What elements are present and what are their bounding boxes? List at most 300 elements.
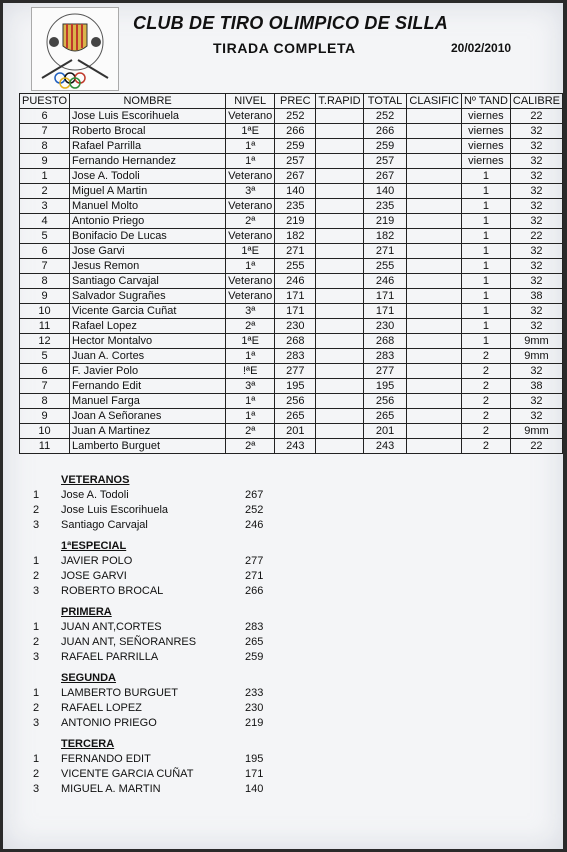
table-cell: viernes <box>461 139 510 154</box>
table-cell <box>316 394 363 409</box>
club-logo <box>31 7 119 91</box>
table-cell: 3ª <box>226 379 275 394</box>
column-header: CLASIFIC <box>407 94 462 109</box>
table-cell: 7 <box>20 379 70 394</box>
table-cell <box>316 349 363 364</box>
table-cell: 252 <box>363 109 407 124</box>
table-cell: Jose Garvi <box>70 244 226 259</box>
table-row <box>20 124 563 139</box>
shooter-name: Jose A. Todoli <box>61 489 129 501</box>
table-cell <box>316 334 363 349</box>
rank: 1 <box>33 687 40 699</box>
score: 230 <box>245 702 264 714</box>
table-cell: 2ª <box>226 424 275 439</box>
table-cell: 195 <box>363 379 407 394</box>
table-cell: 255 <box>363 259 407 274</box>
table-cell: 32 <box>510 364 562 379</box>
category-title: 1ªESPECIAL <box>61 540 127 552</box>
table-cell: 22 <box>510 229 562 244</box>
table-cell <box>407 169 462 184</box>
table-cell: 9mm <box>510 334 562 349</box>
table-cell: 140 <box>363 184 407 199</box>
score: 233 <box>245 687 264 699</box>
table-cell: 32 <box>510 244 562 259</box>
table-cell <box>316 409 363 424</box>
table-cell <box>407 409 462 424</box>
table-cell <box>316 184 363 199</box>
rank: 2 <box>33 702 40 714</box>
table-cell: 268 <box>275 334 316 349</box>
table-cell: 246 <box>363 274 407 289</box>
category-entry <box>33 503 264 518</box>
table-cell: 12 <box>20 334 70 349</box>
category-title: VETERANOS <box>61 474 130 486</box>
table-cell <box>316 154 363 169</box>
table-cell: 32 <box>510 169 562 184</box>
category-entry <box>33 635 264 650</box>
table-cell: 10 <box>20 304 70 319</box>
shooter-name: Jose Luis Escorihuela <box>61 504 169 516</box>
table-cell: 8 <box>20 274 70 289</box>
table-cell: 1ªE <box>226 244 275 259</box>
table-row <box>20 154 563 169</box>
table-cell: 283 <box>275 349 316 364</box>
table-cell: 2ª <box>226 319 275 334</box>
table-cell: 182 <box>363 229 407 244</box>
table-cell <box>316 169 363 184</box>
category-entry <box>33 767 264 782</box>
table-cell: 257 <box>275 154 316 169</box>
table-cell <box>316 214 363 229</box>
category-entry <box>33 620 264 635</box>
category-title: SEGUNDA <box>61 672 117 684</box>
table-row <box>20 169 563 184</box>
table-cell: 259 <box>275 139 316 154</box>
table-cell: 266 <box>275 124 316 139</box>
table-cell: 257 <box>363 154 407 169</box>
table-cell: 219 <box>363 214 407 229</box>
table-cell: 267 <box>275 169 316 184</box>
category-entry <box>33 701 264 716</box>
table-cell: 6 <box>20 109 70 124</box>
score: 195 <box>245 753 264 765</box>
table-cell: !ªE <box>226 364 275 379</box>
table-cell <box>407 394 462 409</box>
table-cell: Jose A. Todoli <box>70 169 226 184</box>
table-row <box>20 439 563 454</box>
table-cell: 32 <box>510 199 562 214</box>
table-cell <box>407 139 462 154</box>
rank: 2 <box>33 570 40 582</box>
table-cell: 7 <box>20 124 70 139</box>
club-emblem-icon <box>32 8 118 90</box>
results-sheet <box>3 3 563 849</box>
table-cell: 22 <box>510 439 562 454</box>
table-cell: 32 <box>510 259 562 274</box>
score: 246 <box>245 519 264 531</box>
table-cell: 8 <box>20 139 70 154</box>
category-entry <box>33 686 264 701</box>
table-cell: 38 <box>510 289 562 304</box>
table-cell <box>316 289 363 304</box>
table-cell: 256 <box>275 394 316 409</box>
table-cell: 32 <box>510 154 562 169</box>
column-header: NIVEL <box>226 94 275 109</box>
score: 219 <box>245 717 264 729</box>
table-cell: Jesus Remon <box>70 259 226 274</box>
table-cell: Veterano <box>226 169 275 184</box>
table-header-row <box>20 94 563 109</box>
table-cell: 252 <box>275 109 316 124</box>
table-cell: 1ª <box>226 349 275 364</box>
shooter-name: ROBERTO BROCAL <box>61 585 164 597</box>
table-cell: 38 <box>510 379 562 394</box>
table-cell: 1 <box>461 214 510 229</box>
table-cell: 32 <box>510 304 562 319</box>
table-cell: Veterano <box>226 199 275 214</box>
shooter-name: RAFAEL PARRILLA <box>61 651 159 663</box>
table-cell: 171 <box>363 289 407 304</box>
table-row <box>20 259 563 274</box>
table-cell: 201 <box>275 424 316 439</box>
table-cell: 1 <box>20 169 70 184</box>
table-cell: 3 <box>20 199 70 214</box>
table-cell <box>407 304 462 319</box>
table-row <box>20 274 563 289</box>
table-cell: 9 <box>20 154 70 169</box>
table-cell: Fernando Edit <box>70 379 226 394</box>
table-cell: 256 <box>363 394 407 409</box>
table-cell: 32 <box>510 394 562 409</box>
table-cell <box>407 184 462 199</box>
table-cell: 1 <box>461 229 510 244</box>
rank: 3 <box>33 651 40 663</box>
category-entry <box>33 554 264 569</box>
shooter-name: ANTONIO PRIEGO <box>61 717 157 729</box>
table-cell: 3ª <box>226 304 275 319</box>
table-cell: 1ª <box>226 259 275 274</box>
table-cell <box>407 229 462 244</box>
category-entry <box>33 752 264 767</box>
table-cell <box>407 154 462 169</box>
category-block <box>33 737 264 797</box>
table-cell: 1 <box>461 169 510 184</box>
table-cell: F. Javier Polo <box>70 364 226 379</box>
table-row <box>20 349 563 364</box>
table-cell: 1 <box>461 184 510 199</box>
shooter-name: JAVIER POLO <box>61 555 133 567</box>
table-cell: 8 <box>20 394 70 409</box>
table-cell <box>316 244 363 259</box>
table-cell: 32 <box>510 409 562 424</box>
table-cell <box>316 109 363 124</box>
table-cell <box>316 364 363 379</box>
shooter-name: JUAN ANT, SEÑORANRES <box>61 636 197 648</box>
table-cell: 235 <box>363 199 407 214</box>
table-row <box>20 409 563 424</box>
category-block <box>33 473 264 533</box>
category-entry <box>33 518 264 533</box>
table-cell <box>407 379 462 394</box>
table-cell <box>316 259 363 274</box>
table-cell: 243 <box>275 439 316 454</box>
table-cell: 5 <box>20 229 70 244</box>
table-row <box>20 109 563 124</box>
table-cell: 195 <box>275 379 316 394</box>
table-cell <box>316 229 363 244</box>
table-cell: 2ª <box>226 439 275 454</box>
score: 265 <box>245 636 264 648</box>
score: 171 <box>245 768 264 780</box>
category-entry <box>33 488 264 503</box>
score: 277 <box>245 555 264 567</box>
table-cell: Santiago Carvajal <box>70 274 226 289</box>
table-cell: 171 <box>275 304 316 319</box>
column-header: T.RAPID <box>316 94 363 109</box>
table-cell: Veterano <box>226 289 275 304</box>
table-cell: 2 <box>461 379 510 394</box>
table-cell: 1 <box>461 304 510 319</box>
table-cell: 283 <box>363 349 407 364</box>
table-cell: 2 <box>461 349 510 364</box>
table-cell: 1 <box>461 289 510 304</box>
table-cell <box>407 244 462 259</box>
table-cell: 32 <box>510 214 562 229</box>
table-cell: Joan A Señoranes <box>70 409 226 424</box>
table-cell: 22 <box>510 109 562 124</box>
shooter-name: MIGUEL A. MARTIN <box>61 783 161 795</box>
table-row <box>20 214 563 229</box>
rank: 2 <box>33 504 40 516</box>
table-cell: 2 <box>461 394 510 409</box>
table-cell: 32 <box>510 319 562 334</box>
table-cell: Hector Montalvo <box>70 334 226 349</box>
table-row <box>20 334 563 349</box>
table-cell <box>316 319 363 334</box>
table-cell: 1 <box>461 334 510 349</box>
shooter-name: LAMBERTO BURGUET <box>61 687 178 699</box>
table-cell: viernes <box>461 109 510 124</box>
category-title: TERCERA <box>61 738 115 750</box>
table-cell: 265 <box>363 409 407 424</box>
page-subtitle: TIRADA COMPLETA <box>213 40 356 56</box>
table-row <box>20 364 563 379</box>
table-cell: 277 <box>363 364 407 379</box>
column-header: TOTAL <box>363 94 407 109</box>
table-cell: 1 <box>461 199 510 214</box>
shooter-name: JUAN ANT,CORTES <box>61 621 162 633</box>
rank: 1 <box>33 555 40 567</box>
table-cell: 259 <box>363 139 407 154</box>
table-cell <box>316 274 363 289</box>
table-row <box>20 244 563 259</box>
rank: 3 <box>33 585 40 597</box>
table-cell: 2 <box>20 184 70 199</box>
table-cell: 2 <box>461 409 510 424</box>
table-cell: Veterano <box>226 229 275 244</box>
table-cell: 271 <box>275 244 316 259</box>
table-row <box>20 229 563 244</box>
page-title: CLUB DE TIRO OLIMPICO DE SILLA <box>133 13 448 33</box>
table-cell <box>407 274 462 289</box>
column-header: Nº TAND <box>461 94 510 109</box>
table-cell <box>316 439 363 454</box>
table-cell: 32 <box>510 124 562 139</box>
table-cell: 201 <box>363 424 407 439</box>
table-cell: Manuel Farga <box>70 394 226 409</box>
table-cell: viernes <box>461 154 510 169</box>
score: 259 <box>245 651 264 663</box>
table-cell: Veterano <box>226 274 275 289</box>
shooter-name: Santiago Carvajal <box>61 519 148 531</box>
table-cell: 1 <box>461 274 510 289</box>
table-row <box>20 139 563 154</box>
table-row <box>20 199 563 214</box>
table-cell <box>407 199 462 214</box>
table-cell: 9mm <box>510 349 562 364</box>
table-cell: Rafael Lopez <box>70 319 226 334</box>
table-cell: 6 <box>20 244 70 259</box>
table-cell: 1ªE <box>226 334 275 349</box>
table-cell: 4 <box>20 214 70 229</box>
table-cell: 267 <box>363 169 407 184</box>
table-cell: 266 <box>363 124 407 139</box>
table-cell: 32 <box>510 139 562 154</box>
score: 140 <box>245 783 264 795</box>
table-cell: 9mm <box>510 424 562 439</box>
rank: 1 <box>33 489 40 501</box>
shooter-name: VICENTE GARCIA CUÑAT <box>61 768 194 780</box>
table-cell: 7 <box>20 259 70 274</box>
rank: 3 <box>33 519 40 531</box>
table-cell <box>407 349 462 364</box>
score: 271 <box>245 570 264 582</box>
rank: 3 <box>33 717 40 729</box>
column-header: CALIBRE <box>510 94 562 109</box>
table-row <box>20 424 563 439</box>
table-cell: 268 <box>363 334 407 349</box>
score: 266 <box>245 585 264 597</box>
table-cell: Salvador Sugrañes <box>70 289 226 304</box>
table-cell <box>407 289 462 304</box>
table-cell: 1ª <box>226 154 275 169</box>
table-cell <box>407 109 462 124</box>
score: 283 <box>245 621 264 633</box>
table-cell: 6 <box>20 364 70 379</box>
table-cell: Vicente Garcia Cuñat <box>70 304 226 319</box>
column-header: NOMBRE <box>70 94 226 109</box>
table-cell <box>407 214 462 229</box>
table-cell: Fernando Hernandez <box>70 154 226 169</box>
table-cell: Miguel A Martin <box>70 184 226 199</box>
table-cell: 2 <box>461 364 510 379</box>
rank: 2 <box>33 636 40 648</box>
category-title: PRIMERA <box>61 606 112 618</box>
table-cell: 9 <box>20 409 70 424</box>
table-cell: 171 <box>275 289 316 304</box>
category-block <box>33 605 264 665</box>
table-cell: 230 <box>363 319 407 334</box>
table-cell: 255 <box>275 259 316 274</box>
table-cell: Juan A Martinez <box>70 424 226 439</box>
table-cell: 11 <box>20 319 70 334</box>
shooter-name: FERNANDO EDIT <box>61 753 151 765</box>
table-cell <box>407 364 462 379</box>
category-entry <box>33 782 264 797</box>
table-cell: 219 <box>275 214 316 229</box>
table-row <box>20 289 563 304</box>
table-cell <box>407 259 462 274</box>
table-cell: 1ª <box>226 139 275 154</box>
table-cell: 171 <box>363 304 407 319</box>
table-cell <box>407 319 462 334</box>
table-cell: 32 <box>510 184 562 199</box>
table-row <box>20 304 563 319</box>
table-cell: Veterano <box>226 109 275 124</box>
table-cell: Bonifacio De Lucas <box>70 229 226 244</box>
table-cell: viernes <box>461 124 510 139</box>
table-cell <box>316 379 363 394</box>
table-cell: 1ª <box>226 394 275 409</box>
category-entry <box>33 569 264 584</box>
table-cell: 11 <box>20 439 70 454</box>
category-entry <box>33 584 264 599</box>
table-cell <box>316 304 363 319</box>
table-cell <box>316 139 363 154</box>
table-cell: 32 <box>510 274 562 289</box>
table-cell: 1 <box>461 259 510 274</box>
table-cell: 243 <box>363 439 407 454</box>
category-winners <box>33 473 264 803</box>
table-row <box>20 379 563 394</box>
event-date: 20/02/2010 <box>451 41 512 55</box>
rank: 3 <box>33 783 40 795</box>
table-cell <box>407 334 462 349</box>
table-row <box>20 319 563 334</box>
category-block <box>33 671 264 731</box>
table-cell: Roberto Brocal <box>70 124 226 139</box>
score: 252 <box>245 504 264 516</box>
table-cell: 235 <box>275 199 316 214</box>
table-cell: 9 <box>20 289 70 304</box>
table-row <box>20 394 563 409</box>
table-cell: 182 <box>275 229 316 244</box>
table-cell: 2 <box>461 424 510 439</box>
results-table <box>19 93 563 454</box>
table-cell <box>407 124 462 139</box>
score: 267 <box>245 489 264 501</box>
table-cell: 271 <box>363 244 407 259</box>
table-cell: 3ª <box>226 184 275 199</box>
shooter-name: JOSE GARVI <box>61 570 127 582</box>
table-cell: Juan A. Cortes <box>70 349 226 364</box>
table-cell: 265 <box>275 409 316 424</box>
table-cell <box>316 424 363 439</box>
table-cell: 277 <box>275 364 316 379</box>
table-cell: Manuel Molto <box>70 199 226 214</box>
rank: 1 <box>33 753 40 765</box>
table-cell: 5 <box>20 349 70 364</box>
table-cell: 2 <box>461 439 510 454</box>
category-entry <box>33 716 264 731</box>
category-block <box>33 539 264 599</box>
table-cell: 246 <box>275 274 316 289</box>
table-cell: 10 <box>20 424 70 439</box>
column-header: PREC <box>275 94 316 109</box>
table-cell <box>407 424 462 439</box>
table-cell <box>316 199 363 214</box>
table-cell: 1 <box>461 244 510 259</box>
